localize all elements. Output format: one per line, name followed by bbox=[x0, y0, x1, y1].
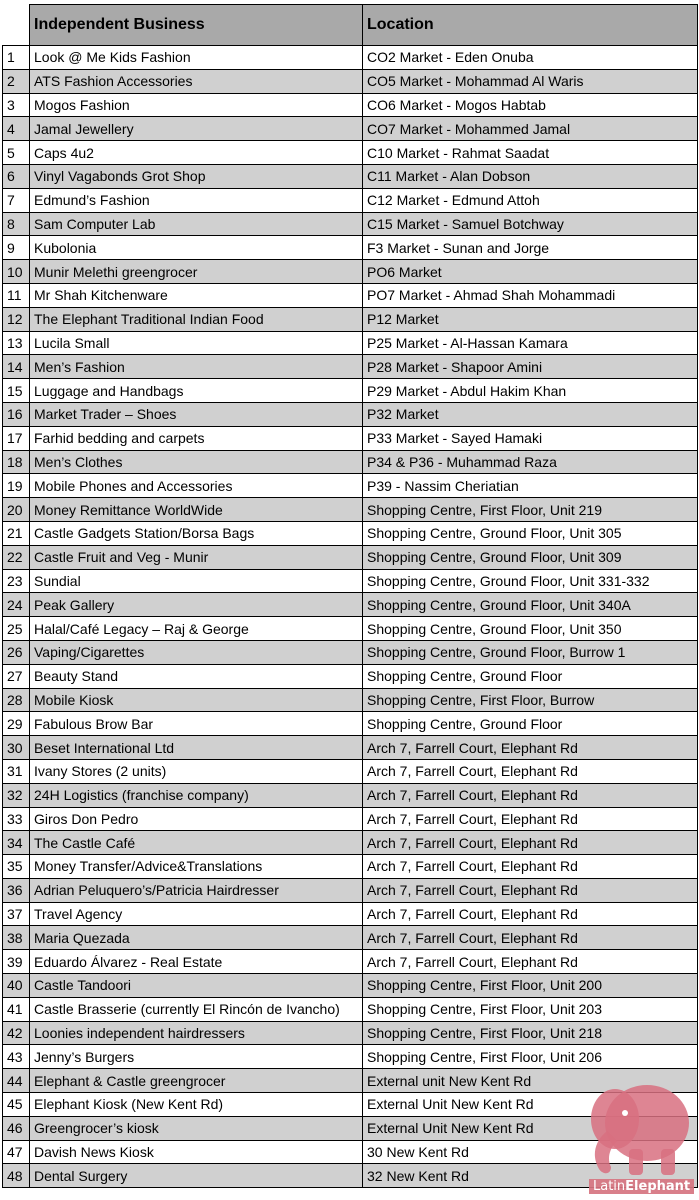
location-cell: Arch 7, Farrell Court, Elephant Rd bbox=[363, 807, 698, 831]
table-row bbox=[3, 1069, 698, 1093]
business-cell: Mobile Phones and Accessories bbox=[30, 474, 363, 498]
business-cell: Kubolonia bbox=[30, 236, 363, 260]
table-row bbox=[3, 926, 698, 950]
location-cell: P12 Market bbox=[363, 307, 698, 331]
location-cell: Arch 7, Farrell Court, Elephant Rd bbox=[363, 855, 698, 879]
row-number: 36 bbox=[3, 878, 30, 902]
business-cell: Men’s Fashion bbox=[30, 355, 363, 379]
table-row bbox=[3, 212, 698, 236]
table-row bbox=[3, 664, 698, 688]
business-cell: Beauty Stand bbox=[30, 664, 363, 688]
row-number: 4 bbox=[3, 117, 30, 141]
table-row bbox=[3, 379, 698, 403]
row-number: 6 bbox=[3, 164, 30, 188]
business-cell: Luggage and Handbags bbox=[30, 379, 363, 403]
table-row bbox=[3, 93, 698, 117]
business-cell: Castle Gadgets Station/Borsa Bags bbox=[30, 521, 363, 545]
table-row bbox=[3, 1164, 698, 1188]
business-cell: Men’s Clothes bbox=[30, 450, 363, 474]
location-cell: 30 New Kent Rd bbox=[363, 1140, 698, 1164]
table-row bbox=[3, 759, 698, 783]
row-number: 13 bbox=[3, 331, 30, 355]
table-row bbox=[3, 831, 698, 855]
row-number: 23 bbox=[3, 569, 30, 593]
business-cell: Castle Tandoori bbox=[30, 974, 363, 998]
row-number: 32 bbox=[3, 783, 30, 807]
business-cell: Mobile Kiosk bbox=[30, 688, 363, 712]
table-row bbox=[3, 164, 698, 188]
table-row bbox=[3, 331, 698, 355]
row-number: 37 bbox=[3, 902, 30, 926]
row-number: 29 bbox=[3, 712, 30, 736]
location-cell: CO2 Market - Eden Onuba bbox=[363, 46, 698, 70]
table-header-row bbox=[3, 5, 698, 46]
location-cell: P28 Market - Shapoor Amini bbox=[363, 355, 698, 379]
row-number: 40 bbox=[3, 974, 30, 998]
row-number: 15 bbox=[3, 379, 30, 403]
location-cell: PO6 Market bbox=[363, 260, 698, 284]
business-cell: Mr Shah Kitchenware bbox=[30, 283, 363, 307]
business-cell: Fabulous Brow Bar bbox=[30, 712, 363, 736]
location-cell: F3 Market - Sunan and Jorge bbox=[363, 236, 698, 260]
table-row bbox=[3, 498, 698, 522]
row-number: 17 bbox=[3, 426, 30, 450]
business-cell: Look @ Me Kids Fashion bbox=[30, 46, 363, 70]
row-number: 30 bbox=[3, 736, 30, 760]
business-cell: Beset International Ltd bbox=[30, 736, 363, 760]
location-cell: Shopping Centre, First Floor, Unit 200 bbox=[363, 974, 698, 998]
table-body bbox=[3, 46, 698, 1188]
row-number: 33 bbox=[3, 807, 30, 831]
row-number: 35 bbox=[3, 855, 30, 879]
row-number: 34 bbox=[3, 831, 30, 855]
row-number: 8 bbox=[3, 212, 30, 236]
table-row bbox=[3, 141, 698, 165]
business-cell: Castle Fruit and Veg - Munir bbox=[30, 545, 363, 569]
row-number: 7 bbox=[3, 188, 30, 212]
table-row bbox=[3, 188, 698, 212]
business-cell: Adrian Peluquero’s/Patricia Hairdresser bbox=[30, 878, 363, 902]
row-number: 27 bbox=[3, 664, 30, 688]
business-cell: Dental Surgery bbox=[30, 1164, 363, 1188]
business-cell: Munir Melethi greengrocer bbox=[30, 260, 363, 284]
location-cell: C11 Market - Alan Dobson bbox=[363, 164, 698, 188]
business-cell: Ivany Stores (2 units) bbox=[30, 759, 363, 783]
location-cell: Arch 7, Farrell Court, Elephant Rd bbox=[363, 831, 698, 855]
row-number: 24 bbox=[3, 593, 30, 617]
table-row bbox=[3, 46, 698, 70]
location-cell: P33 Market - Sayed Hamaki bbox=[363, 426, 698, 450]
row-number: 44 bbox=[3, 1069, 30, 1093]
table-row bbox=[3, 974, 698, 998]
table-row bbox=[3, 569, 698, 593]
location-cell: P29 Market - Abdul Hakim Khan bbox=[363, 379, 698, 403]
table-row bbox=[3, 950, 698, 974]
business-cell: Eduardo Álvarez - Real Estate bbox=[30, 950, 363, 974]
location-cell: Arch 7, Farrell Court, Elephant Rd bbox=[363, 736, 698, 760]
location-cell: Shopping Centre, Ground Floor bbox=[363, 664, 698, 688]
header-index-blank bbox=[3, 5, 30, 46]
row-number: 48 bbox=[3, 1164, 30, 1188]
row-number: 11 bbox=[3, 283, 30, 307]
table-row bbox=[3, 402, 698, 426]
row-number: 38 bbox=[3, 926, 30, 950]
location-cell: External unit New Kent Rd bbox=[363, 1069, 698, 1093]
location-cell: Arch 7, Farrell Court, Elephant Rd bbox=[363, 902, 698, 926]
table-row bbox=[3, 593, 698, 617]
business-cell: Jamal Jewellery bbox=[30, 117, 363, 141]
business-cell: Money Remittance WorldWide bbox=[30, 498, 363, 522]
business-cell: Jenny’s Burgers bbox=[30, 1045, 363, 1069]
location-cell: P39 - Nassim Cheriatian bbox=[363, 474, 698, 498]
table-row bbox=[3, 355, 698, 379]
table-row bbox=[3, 1116, 698, 1140]
table-row bbox=[3, 1093, 698, 1117]
table-row bbox=[3, 617, 698, 641]
table-row bbox=[3, 69, 698, 93]
business-cell: Giros Don Pedro bbox=[30, 807, 363, 831]
row-number: 18 bbox=[3, 450, 30, 474]
table-row bbox=[3, 878, 698, 902]
row-number: 31 bbox=[3, 759, 30, 783]
row-number: 5 bbox=[3, 141, 30, 165]
location-cell: Shopping Centre, Ground Floor bbox=[363, 712, 698, 736]
table-row bbox=[3, 426, 698, 450]
table-row bbox=[3, 640, 698, 664]
business-cell: Halal/Café Legacy – Raj & George bbox=[30, 617, 363, 641]
row-number: 2 bbox=[3, 69, 30, 93]
business-cell: Market Trader – Shoes bbox=[30, 402, 363, 426]
row-number: 16 bbox=[3, 402, 30, 426]
business-cell: Sam Computer Lab bbox=[30, 212, 363, 236]
logo-text: LatinElephant bbox=[589, 1179, 694, 1194]
business-cell: Vaping/Cigarettes bbox=[30, 640, 363, 664]
table-row bbox=[3, 1140, 698, 1164]
location-cell: P25 Market - Al-Hassan Kamara bbox=[363, 331, 698, 355]
row-number: 21 bbox=[3, 521, 30, 545]
business-cell: Peak Gallery bbox=[30, 593, 363, 617]
business-cell: Lucila Small bbox=[30, 331, 363, 355]
location-cell: C12 Market - Edmund Attoh bbox=[363, 188, 698, 212]
location-cell: Shopping Centre, Ground Floor, Unit 340A bbox=[363, 593, 698, 617]
location-cell: Arch 7, Farrell Court, Elephant Rd bbox=[363, 878, 698, 902]
business-cell: Elephant Kiosk (New Kent Rd) bbox=[30, 1093, 363, 1117]
location-cell: C15 Market - Samuel Botchway bbox=[363, 212, 698, 236]
table-row bbox=[3, 688, 698, 712]
table-row bbox=[3, 545, 698, 569]
business-cell: 24H Logistics (franchise company) bbox=[30, 783, 363, 807]
location-cell: C10 Market - Rahmat Saadat bbox=[363, 141, 698, 165]
table-row bbox=[3, 117, 698, 141]
row-number: 39 bbox=[3, 950, 30, 974]
row-number: 45 bbox=[3, 1093, 30, 1117]
table-row bbox=[3, 1045, 698, 1069]
table-row bbox=[3, 902, 698, 926]
table-row bbox=[3, 1021, 698, 1045]
row-number: 1 bbox=[3, 46, 30, 70]
header-location: Location bbox=[363, 5, 698, 46]
row-number: 3 bbox=[3, 93, 30, 117]
business-cell: The Castle Café bbox=[30, 831, 363, 855]
row-number: 19 bbox=[3, 474, 30, 498]
table-row bbox=[3, 783, 698, 807]
business-cell: Farhid bedding and carpets bbox=[30, 426, 363, 450]
row-number: 12 bbox=[3, 307, 30, 331]
location-cell: Shopping Centre, First Floor, Unit 219 bbox=[363, 498, 698, 522]
row-number: 26 bbox=[3, 640, 30, 664]
location-cell: Shopping Centre, First Floor, Unit 203 bbox=[363, 997, 698, 1021]
business-cell: Elephant & Castle greengrocer bbox=[30, 1069, 363, 1093]
location-cell: Arch 7, Farrell Court, Elephant Rd bbox=[363, 950, 698, 974]
table-row bbox=[3, 712, 698, 736]
row-number: 46 bbox=[3, 1116, 30, 1140]
row-number: 9 bbox=[3, 236, 30, 260]
location-cell: CO5 Market - Mohammad Al Waris bbox=[363, 69, 698, 93]
row-number: 42 bbox=[3, 1021, 30, 1045]
location-cell: Shopping Centre, First Floor, Unit 206 bbox=[363, 1045, 698, 1069]
row-number: 25 bbox=[3, 617, 30, 641]
table-row bbox=[3, 236, 698, 260]
business-cell: Mogos Fashion bbox=[30, 93, 363, 117]
business-cell: Edmund’s Fashion bbox=[30, 188, 363, 212]
table-row bbox=[3, 807, 698, 831]
location-cell: Shopping Centre, Ground Floor, Unit 305 bbox=[363, 521, 698, 545]
location-cell: CO6 Market - Mogos Habtab bbox=[363, 93, 698, 117]
location-cell: Shopping Centre, Ground Floor, Unit 350 bbox=[363, 617, 698, 641]
row-number: 22 bbox=[3, 545, 30, 569]
row-number: 14 bbox=[3, 355, 30, 379]
location-cell: PO7 Market - Ahmad Shah Mohammadi bbox=[363, 283, 698, 307]
table-row bbox=[3, 260, 698, 284]
location-cell: P32 Market bbox=[363, 402, 698, 426]
location-cell: Arch 7, Farrell Court, Elephant Rd bbox=[363, 759, 698, 783]
table-row bbox=[3, 521, 698, 545]
header-business: Independent Business bbox=[30, 5, 363, 46]
business-cell: ATS Fashion Accessories bbox=[30, 69, 363, 93]
location-cell: Arch 7, Farrell Court, Elephant Rd bbox=[363, 783, 698, 807]
location-cell: Shopping Centre, First Floor, Unit 218 bbox=[363, 1021, 698, 1045]
location-cell: P34 & P36 - Muhammad Raza bbox=[363, 450, 698, 474]
table-row bbox=[3, 474, 698, 498]
business-cell: Greengrocer’s kiosk bbox=[30, 1116, 363, 1140]
row-number: 28 bbox=[3, 688, 30, 712]
location-cell: CO7 Market - Mohammed Jamal bbox=[363, 117, 698, 141]
business-cell: Money Transfer/Advice&Translations bbox=[30, 855, 363, 879]
location-cell: Shopping Centre, First Floor, Burrow bbox=[363, 688, 698, 712]
business-cell: Travel Agency bbox=[30, 902, 363, 926]
business-cell: Castle Brasserie (currently El Rincón de Ivancho) bbox=[30, 997, 363, 1021]
table-row bbox=[3, 855, 698, 879]
row-number: 43 bbox=[3, 1045, 30, 1069]
table-row bbox=[3, 283, 698, 307]
row-number: 41 bbox=[3, 997, 30, 1021]
row-number: 10 bbox=[3, 260, 30, 284]
business-cell: Maria Quezada bbox=[30, 926, 363, 950]
business-table bbox=[2, 4, 698, 1188]
location-cell: Shopping Centre, Ground Floor, Unit 331-332 bbox=[363, 569, 698, 593]
location-cell: Shopping Centre, Ground Floor, Unit 309 bbox=[363, 545, 698, 569]
location-cell: Arch 7, Farrell Court, Elephant Rd bbox=[363, 926, 698, 950]
business-cell: Vinyl Vagabonds Grot Shop bbox=[30, 164, 363, 188]
table-row bbox=[3, 736, 698, 760]
location-cell: External Unit New Kent Rd bbox=[363, 1116, 698, 1140]
row-number: 20 bbox=[3, 498, 30, 522]
business-cell: Loonies independent hairdressers bbox=[30, 1021, 363, 1045]
business-cell: Sundial bbox=[30, 569, 363, 593]
table-row bbox=[3, 307, 698, 331]
location-cell: Shopping Centre, Ground Floor, Burrow 1 bbox=[363, 640, 698, 664]
location-cell: External Unit New Kent Rd bbox=[363, 1093, 698, 1117]
business-cell: The Elephant Traditional Indian Food bbox=[30, 307, 363, 331]
location-cell: 32 New Kent Rd bbox=[363, 1164, 698, 1188]
business-cell: Caps 4u2 bbox=[30, 141, 363, 165]
row-number: 47 bbox=[3, 1140, 30, 1164]
table-row bbox=[3, 450, 698, 474]
business-cell: Davish News Kiosk bbox=[30, 1140, 363, 1164]
table-row bbox=[3, 997, 698, 1021]
